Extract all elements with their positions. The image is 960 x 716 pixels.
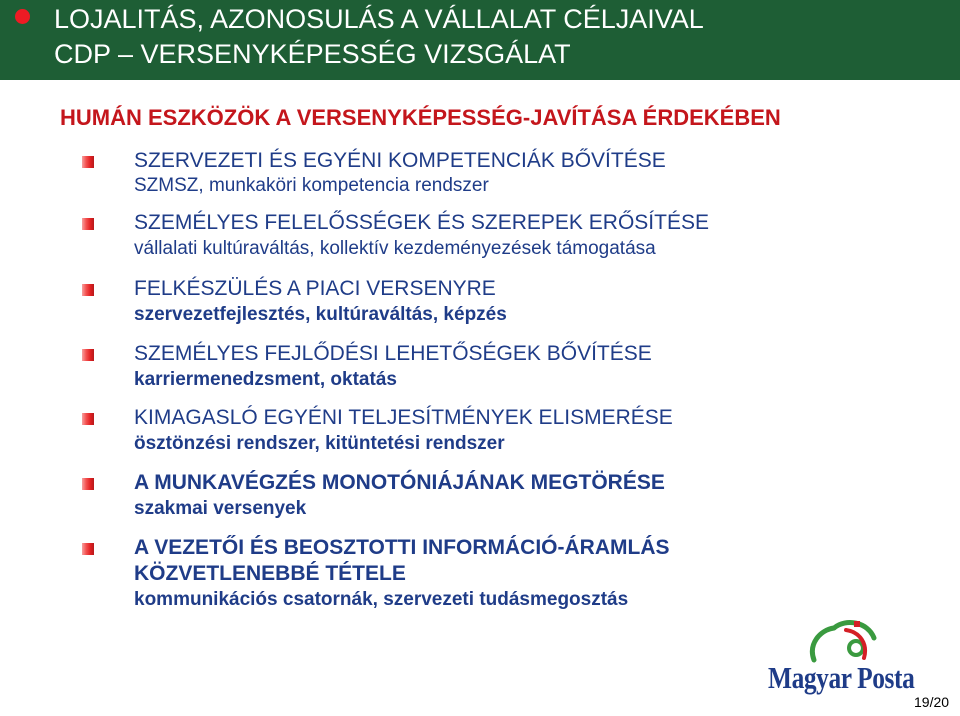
square-bullet-icon bbox=[82, 284, 94, 296]
item-heading: SZERVEZETI ÉS EGYÉNI KOMPETENCIÁK BŐVÍTÉSE bbox=[134, 149, 666, 172]
logo-wordmark: Magyar Posta bbox=[768, 660, 915, 695]
item-detail: kommunikációs csatornák, szervezeti tudásmegosztás bbox=[134, 589, 629, 610]
item-heading-line-2: KÖZVETLENEBBÉ TÉTELE bbox=[134, 562, 406, 585]
item-detail: vállalati kultúraváltás, kollektív kezdeményezések támogatása bbox=[134, 238, 656, 259]
slide-title-line-2: CDP – VERSENYKÉPESSÉG VIZSGÁLAT bbox=[54, 39, 571, 69]
square-bullet-icon bbox=[82, 349, 94, 361]
square-bullet-icon bbox=[82, 218, 94, 230]
item-detail: szakmai versenyek bbox=[134, 498, 307, 519]
slide-title-line-1: LOJALITÁS, AZONOSULÁS A VÁLLALAT CÉLJAIVAL bbox=[54, 4, 704, 34]
item-detail: SZMSZ, munkaköri kompetencia rendszer bbox=[134, 175, 489, 196]
title-bullet-icon bbox=[15, 9, 30, 24]
square-bullet-icon bbox=[82, 543, 94, 555]
item-heading: A MUNKAVÉGZÉS MONOTÓNIÁJÁNAK MEGTÖRÉSE bbox=[134, 471, 665, 494]
item-detail: szervezetfejlesztés, kultúraváltás, képzés bbox=[134, 304, 507, 325]
item-heading-line-1: A VEZETŐI ÉS BEOSZTOTTI INFORMÁCIÓ-ÁRAMLÁS bbox=[134, 536, 670, 559]
item-detail: karriermenedzsment, oktatás bbox=[134, 369, 397, 390]
magyar-posta-logo bbox=[764, 618, 915, 710]
item-heading: KIMAGASLÓ EGYÉNI TELJESÍTMÉNYEK ELISMERÉSE bbox=[134, 406, 673, 429]
square-bullet-icon bbox=[82, 156, 94, 168]
title-bar bbox=[0, 0, 960, 80]
square-bullet-icon bbox=[82, 413, 94, 425]
item-heading: FELKÉSZÜLÉS A PIACI VERSENYRE bbox=[134, 277, 496, 300]
item-detail: ösztönzési rendszer, kitüntetési rendszer bbox=[134, 433, 505, 454]
square-bullet-icon bbox=[82, 478, 94, 490]
item-heading: SZEMÉLYES FEJLŐDÉSI LEHETŐSÉGEK BŐVÍTÉSE bbox=[134, 342, 652, 365]
item-heading: SZEMÉLYES FELELŐSSÉGEK ÉS SZEREPEK ERŐSÍTÉSE bbox=[134, 211, 709, 234]
page-number: 19/20 bbox=[914, 694, 950, 710]
section-title: HUMÁN ESZKÖZÖK A VERSENYKÉPESSÉG-JAVÍTÁSA ÉRDEKÉBEN bbox=[60, 105, 781, 130]
